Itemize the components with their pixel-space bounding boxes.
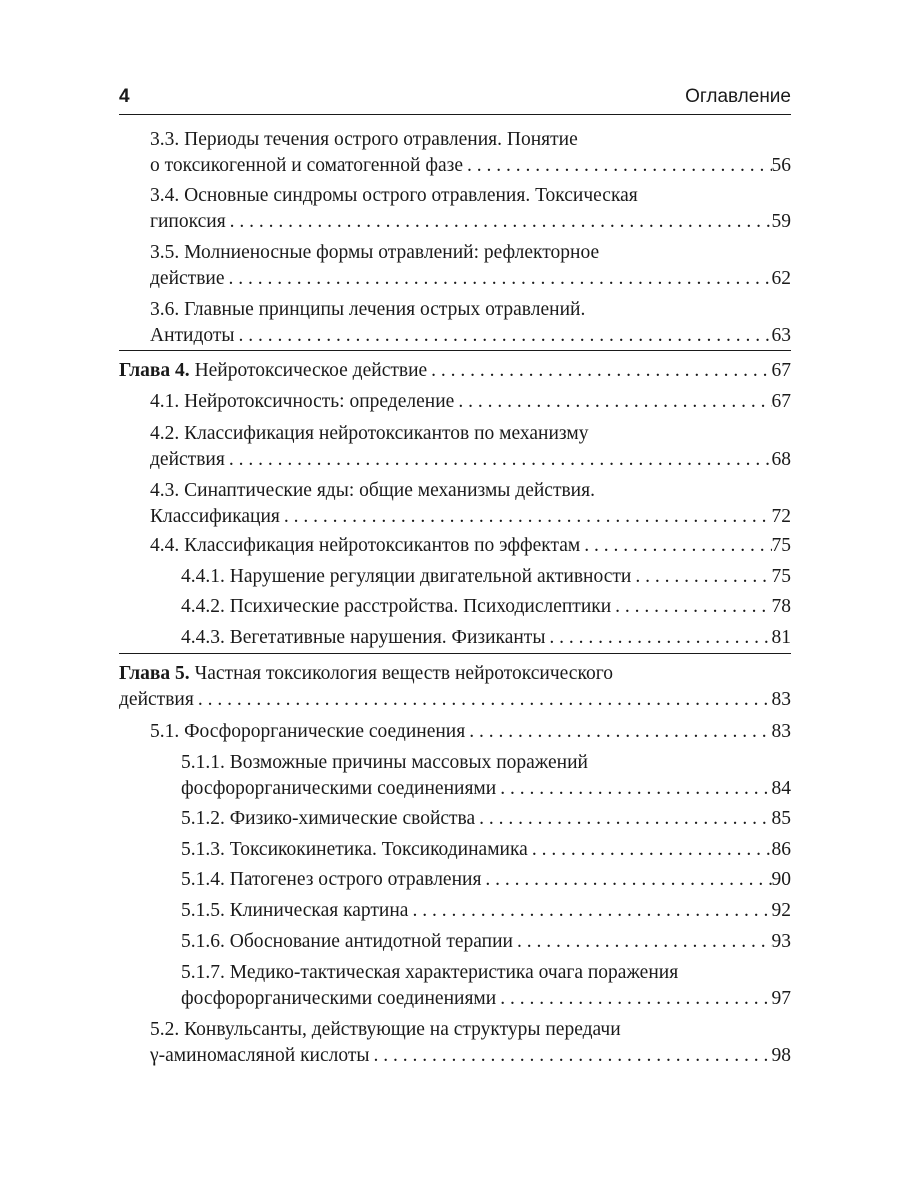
dot-leader bbox=[475, 806, 771, 832]
dot-leader bbox=[631, 564, 771, 590]
toc-page-number: 78 bbox=[771, 596, 791, 617]
toc-entry-title: 4.4.3. Вегетативные нарушения. Физиканты bbox=[181, 627, 546, 648]
toc-entry-title: 4.4.1. Нарушение регуляции двигательной активности bbox=[181, 566, 632, 587]
toc-entry-3-6[interactable] bbox=[150, 297, 791, 349]
toc-entry-title: 4.4.2. Психические расстройства. Психодислептики bbox=[181, 596, 612, 617]
toc-entry-4-4-1[interactable] bbox=[181, 564, 791, 590]
toc-entry-title: 4.2. Классификация нейротоксикантов по механизму bbox=[150, 423, 589, 444]
toc-page-number: 85 bbox=[771, 808, 791, 829]
toc-entry-5-1-2[interactable] bbox=[181, 806, 791, 832]
toc-page-number: 93 bbox=[771, 931, 791, 952]
toc-entry-title-cont: гипоксия bbox=[150, 211, 226, 232]
toc-entry-3-3[interactable] bbox=[150, 127, 791, 179]
toc-chapter-5[interactable] bbox=[119, 661, 791, 713]
toc-entry-4-4[interactable] bbox=[150, 533, 791, 559]
toc-entry-5-1-4[interactable] bbox=[181, 867, 791, 893]
toc-entry-title: 5.1.2. Физико-химические свойства bbox=[181, 808, 476, 829]
toc-entry-title: 4.1. Нейротоксичность: определение bbox=[150, 391, 455, 412]
dot-leader bbox=[235, 323, 772, 349]
toc-entry-title: 5.2. Конвульсанты, действующие на структуры передачи bbox=[150, 1019, 621, 1040]
dot-leader bbox=[513, 929, 772, 955]
toc-entry-title: 5.1.5. Клиническая картина bbox=[181, 900, 409, 921]
toc-page-number: 97 bbox=[771, 988, 791, 1009]
toc-page-number: 83 bbox=[771, 689, 791, 710]
toc-entry-title: 3.6. Главные принципы лечения острых отравлений. bbox=[150, 299, 586, 320]
toc-entry-title-cont: действия bbox=[150, 449, 225, 470]
toc-entry-title-cont: действие bbox=[150, 268, 225, 289]
dot-leader bbox=[226, 209, 772, 235]
running-title: Оглавление bbox=[685, 86, 791, 107]
toc-entry-title: 3.4. Основные синдромы острого отравления. Токсическая bbox=[150, 185, 638, 206]
dot-leader bbox=[528, 837, 772, 863]
dot-leader bbox=[225, 266, 772, 292]
toc-entry-5-1-3[interactable] bbox=[181, 837, 791, 863]
section-divider bbox=[119, 653, 791, 654]
toc-entry-5-1-6[interactable] bbox=[181, 929, 791, 955]
toc-page-number: 59 bbox=[771, 211, 791, 232]
toc-entry-title-cont: фосфорорганическими соединениями bbox=[181, 778, 497, 799]
page-number: 4 bbox=[119, 86, 130, 107]
toc-entry-4-3[interactable] bbox=[150, 478, 791, 530]
toc-entry-5-2[interactable] bbox=[150, 1017, 791, 1069]
dot-leader bbox=[427, 358, 771, 384]
toc-entry-3-4[interactable] bbox=[150, 183, 791, 235]
dot-leader bbox=[194, 687, 772, 713]
toc-entry-title-cont: фосфорорганическими соединениями bbox=[181, 988, 497, 1009]
toc-entry-5-1-7[interactable] bbox=[181, 960, 791, 1012]
toc-entry-title: 5.1.3. Токсикокинетика. Токсикодинамика bbox=[181, 839, 528, 860]
toc-page-number: 67 bbox=[771, 360, 791, 381]
dot-leader bbox=[545, 625, 771, 651]
toc-entry-title: 5.1. Фосфорорганические соединения bbox=[150, 721, 466, 742]
toc-page-number: 90 bbox=[771, 869, 791, 890]
toc-entry-title: 3.5. Молниеносные формы отравлений: рефлекторное bbox=[150, 242, 600, 263]
dot-leader bbox=[496, 986, 771, 1012]
toc-entry-title-cont: γ-аминомасляной кислоты bbox=[150, 1045, 370, 1066]
toc-entry-title: 3.3. Периоды течения острого отравления. Понятие bbox=[150, 129, 578, 150]
toc-page-number: 63 bbox=[771, 325, 791, 346]
toc-entry-4-2[interactable] bbox=[150, 421, 791, 473]
toc-entry-title-cont: Классификация bbox=[150, 506, 280, 527]
dot-leader bbox=[611, 594, 771, 620]
dot-leader bbox=[481, 867, 771, 893]
toc-entry-title-cont: действия bbox=[119, 689, 194, 710]
toc-entry-title: 5.1.4. Патогенез острого отравления bbox=[181, 869, 482, 890]
toc-entry-5-1-5[interactable] bbox=[181, 898, 791, 924]
toc-page-number: 56 bbox=[771, 155, 791, 176]
toc-page-number: 75 bbox=[771, 566, 791, 587]
toc-entry-title: 5.1.7. Медико-тактическая характеристика очага поражения bbox=[181, 962, 679, 983]
toc-entry-title: Частная токсикология веществ нейротоксического bbox=[189, 663, 613, 684]
running-header bbox=[119, 84, 791, 115]
chapter-label: Глава 4. bbox=[119, 360, 190, 381]
toc-page-number: 67 bbox=[771, 391, 791, 412]
dot-leader bbox=[496, 776, 771, 802]
toc-entry-4-4-2[interactable] bbox=[181, 594, 791, 620]
toc-entry-title: 4.3. Синаптические яды: общие механизмы действия. bbox=[150, 480, 595, 501]
toc-chapter-4[interactable] bbox=[119, 358, 791, 384]
toc-entry-3-5[interactable] bbox=[150, 240, 791, 292]
toc-entry-title: 5.1.6. Обоснование антидотной терапии bbox=[181, 931, 513, 952]
dot-leader bbox=[408, 898, 771, 924]
dot-leader bbox=[225, 447, 772, 473]
toc-page-number: 62 bbox=[771, 268, 791, 289]
dot-leader bbox=[463, 153, 772, 179]
toc-entry-4-1[interactable] bbox=[150, 389, 791, 415]
toc-page-number: 86 bbox=[771, 839, 791, 860]
dot-leader bbox=[465, 719, 771, 745]
toc-entry-title: 4.4. Классификация нейротоксикантов по эффектам bbox=[150, 535, 581, 556]
dot-leader bbox=[369, 1043, 771, 1069]
toc-entry-title: 5.1.1. Возможные причины массовых поражений bbox=[181, 752, 588, 773]
toc-page-number: 92 bbox=[771, 900, 791, 921]
dot-leader bbox=[454, 389, 771, 415]
toc-page-number: 72 bbox=[771, 506, 791, 527]
dot-leader bbox=[580, 533, 771, 559]
toc-entry-5-1[interactable] bbox=[150, 719, 791, 745]
toc-entry-title: Нейротоксическое действие bbox=[189, 360, 428, 381]
toc-page-number: 84 bbox=[771, 778, 791, 799]
toc-entry-title-cont: о токсикогенной и соматогенной фазе bbox=[150, 155, 463, 176]
toc-page-number: 83 bbox=[771, 721, 791, 742]
toc-entry-5-1-1[interactable] bbox=[181, 750, 791, 802]
dot-leader bbox=[280, 504, 772, 530]
section-divider bbox=[119, 350, 791, 351]
toc-page-number: 68 bbox=[771, 449, 791, 470]
toc-page-number: 98 bbox=[771, 1045, 791, 1066]
toc-entry-4-4-3[interactable] bbox=[181, 625, 791, 651]
toc-page-number: 81 bbox=[771, 627, 791, 648]
toc-page-number: 75 bbox=[771, 535, 791, 556]
toc-entry-title-cont: Антидоты bbox=[150, 325, 235, 346]
chapter-label: Глава 5. bbox=[119, 663, 190, 684]
